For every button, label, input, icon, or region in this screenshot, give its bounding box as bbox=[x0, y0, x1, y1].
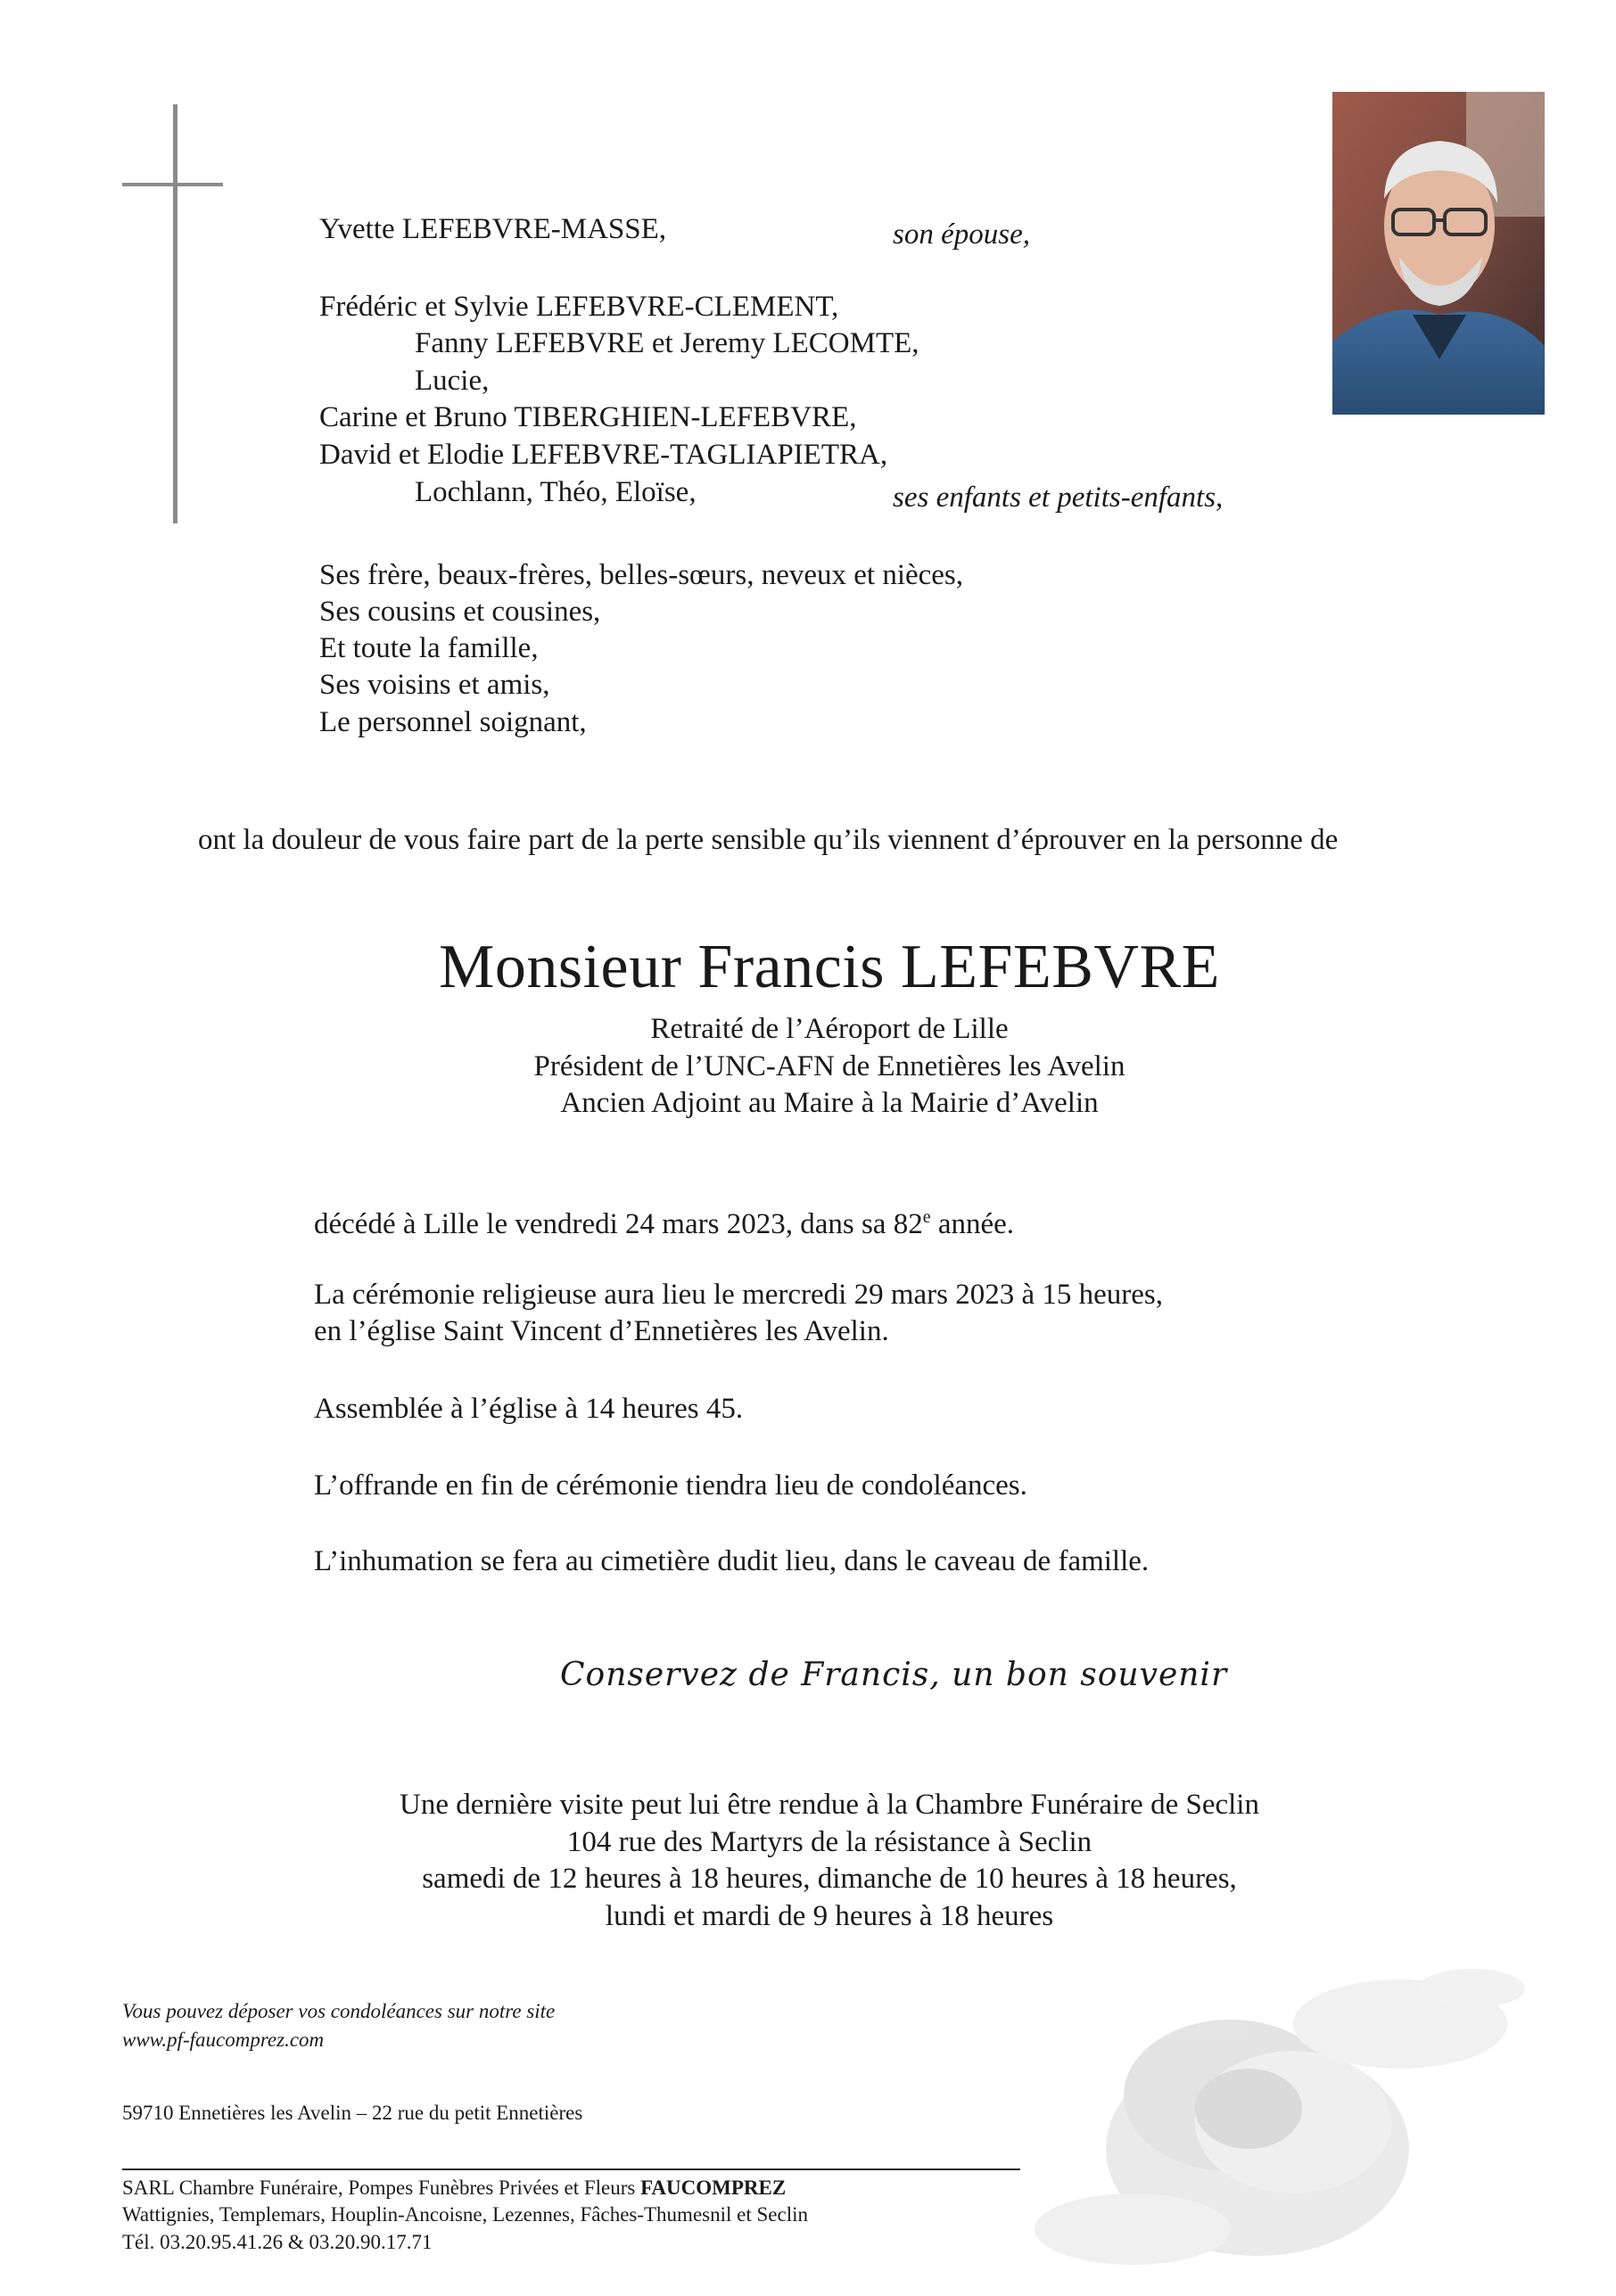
company-name bbox=[122, 2174, 786, 2201]
offering-line: L’offrande en fin de cérémonie tiendra lieu de condoléances. bbox=[314, 1469, 1027, 1502]
company-brand: FAUCOMPREZ bbox=[640, 2177, 787, 2199]
family-line: Frédéric et Sylvie LEFEBVRE-CLEMENT, bbox=[319, 291, 839, 323]
relatives-line: Et toute la famille, bbox=[319, 632, 539, 664]
company-cities: Wattignies, Templemars, Houplin-Ancoisne, Lezennes, Fâches-Thumesnil et Seclin bbox=[122, 2203, 808, 2226]
rose-watermark bbox=[1026, 1917, 1525, 2292]
visit-line: lundi et mardi de 9 heures à 18 heures bbox=[605, 1900, 1054, 1932]
company-phones: Tél. 03.20.95.41.26 & 03.20.90.17.71 bbox=[122, 2231, 433, 2253]
ceremony-line: La cérémonie religieuse aura lieu le mercredi 29 mars 2023 à 15 heures, bbox=[314, 1279, 1164, 1311]
family-line: David et Elodie LEFEBVRE-TAGLIAPIETRA, bbox=[319, 439, 888, 471]
family-line: Lucie, bbox=[415, 365, 490, 397]
relatives-line: Ses voisins et amis, bbox=[319, 669, 550, 701]
company-prefix: SARL Chambre Funéraire, Pompes Funèbres Privées et Fleurs bbox=[122, 2177, 641, 2199]
family-line: Lochlann, Théo, Eloïse, bbox=[415, 476, 697, 508]
visit-line: Une dernière visite peut lui être rendue à la Chambre Funéraire de Seclin bbox=[400, 1789, 1259, 1821]
family-line: Carine et Bruno TIBERGHIEN-LEFEBVRE, bbox=[319, 401, 857, 433]
deceased-title: Président de l’UNC-AFN de Ennetières les Avelin bbox=[533, 1050, 1125, 1082]
condolences-text: Vous pouvez déposer vos condoléances sur notre site bbox=[122, 2000, 556, 2022]
deceased-name: Monsieur Francis LEFEBVRE bbox=[439, 933, 1220, 1001]
ceremony-line: en l’église Saint Vincent d’Ennetières les Avelin. bbox=[314, 1315, 889, 1347]
relatives-line: Le personnel soignant, bbox=[319, 706, 587, 738]
relatives-line: Ses frère, beaux-frères, belles-sœurs, neveux et nièces, bbox=[319, 559, 964, 591]
visit-line: 104 rue des Martyrs de la résistance à Seclin bbox=[566, 1826, 1092, 1858]
assembly-line: Assemblée à l’église à 14 heures 45. bbox=[314, 1393, 744, 1425]
relatives-line: Ses cousins et cousines, bbox=[319, 596, 601, 628]
family-line: Fanny LEFEBVRE et Jeremy LECOMTE, bbox=[415, 327, 919, 359]
ordinal-suffix: e bbox=[922, 1207, 931, 1227]
cross-horizontal bbox=[122, 183, 223, 186]
motto: Conservez de Francis, un bon souvenir bbox=[560, 1657, 1228, 1693]
spouse-name: Yvette LEFEBVRE-MASSE, bbox=[319, 213, 667, 245]
announcement: ont la douleur de vous faire part de la perte sensible qu’ils viennent d’éprouver en la personne de bbox=[198, 824, 1339, 856]
death-info bbox=[314, 1199, 1014, 1242]
visit-line: samedi de 12 heures à 18 heures, dimanche de 10 heures à 18 heures, bbox=[422, 1863, 1237, 1895]
address: 59710 Ennetières les Avelin – 22 rue du petit Ennetières bbox=[122, 2102, 583, 2124]
deceased-title: Retraité de l’Aéroport de Lille bbox=[650, 1013, 1009, 1045]
burial-line: L’inhumation se fera au cimetière dudit lieu, dans le caveau de famille. bbox=[314, 1545, 1150, 1577]
death-info-text: décédé à Lille le vendredi 24 mars 2023, dans sa 82 bbox=[314, 1208, 923, 1240]
portrait-photo bbox=[1332, 92, 1545, 415]
spouse-role: son épouse, bbox=[893, 218, 1030, 251]
footer-divider bbox=[122, 2168, 1020, 2170]
children-role: ses enfants et petits-enfants, bbox=[893, 481, 1224, 514]
death-info-end: année. bbox=[930, 1208, 1015, 1240]
deceased-title: Ancien Adjoint au Maire à la Mairie d’Avelin bbox=[560, 1087, 1099, 1119]
website-link[interactable]: www.pf-faucomprez.com bbox=[122, 2029, 325, 2051]
cross-vertical bbox=[173, 104, 177, 523]
